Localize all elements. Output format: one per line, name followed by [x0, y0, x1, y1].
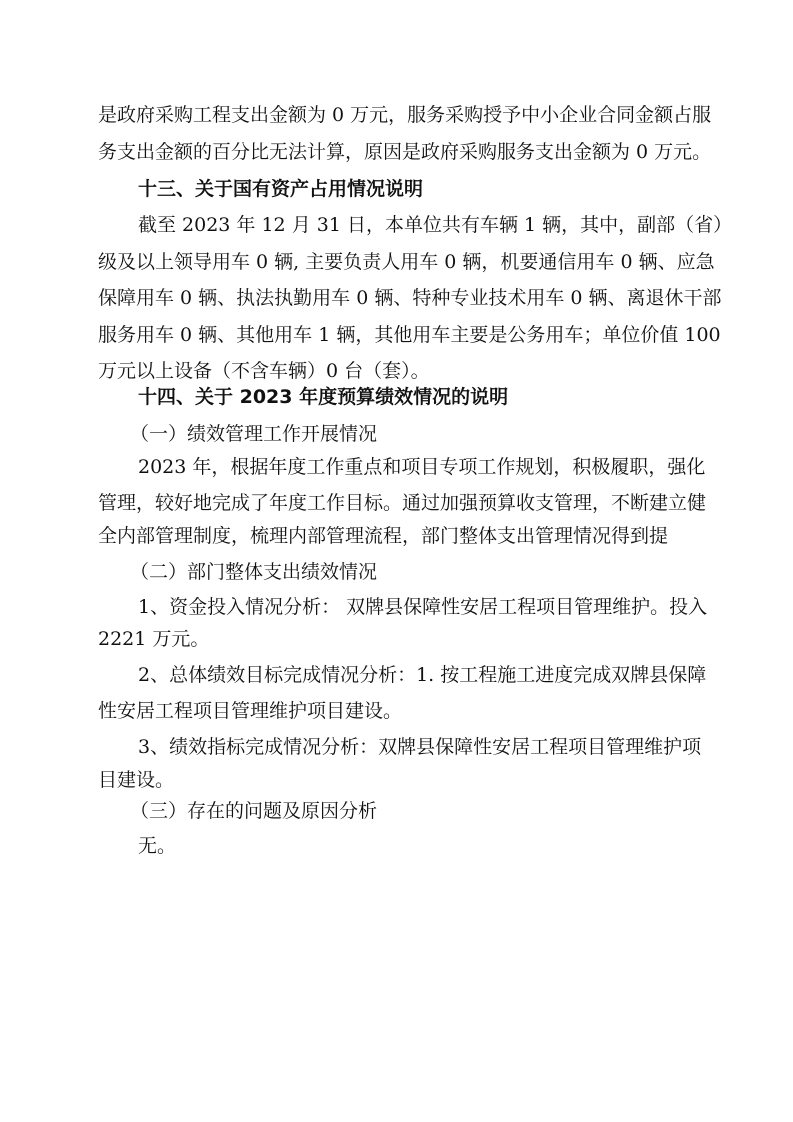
paragraph-line: 万元以上设备（不含车辆）0 台（套）。 [98, 360, 430, 382]
paragraph-line: 2、总体绩效目标完成情况分析：1. 按工程施工进度完成双牌县保障 [138, 664, 707, 686]
paragraph-line: 是政府采购工程支出金额为 0 万元，服务采购授予中小企业合同金额占服 [98, 104, 712, 126]
paragraph-line: 3、绩效指标完成情况分析：双牌县保障性安居工程项目管理维护项 [138, 736, 702, 758]
paragraph-line: 2023 年，根据年度工作重点和项目专项工作规划，积极履职，强化 [138, 456, 706, 478]
paragraph-line: 截至 2023 年 12 月 31 日，本单位共有车辆 1 辆，其中，副部（省） [138, 214, 733, 236]
subheading-1: （一）绩效管理工作开展情况 [130, 423, 378, 445]
paragraph-line: 级及以上领导用车 0 辆, 主要负责人用车 0 辆，机要通信用车 0 辆、应急 [98, 251, 715, 273]
paragraph-line: 管理，较好地完成了年度工作目标。通过加强预算收支管理，不断建立健 [98, 492, 707, 514]
paragraph-line: 保障用车 0 辆、执法执勤用车 0 辆、特种专业技术用车 0 辆、离退休干部 [98, 287, 722, 309]
paragraph-line: 目建设。 [98, 769, 175, 791]
paragraph-line: 性安居工程项目管理维护项目建设。 [98, 700, 403, 722]
section-heading-13: 十三、关于国有资产占用情况说明 [138, 178, 424, 200]
paragraph-line: 务支出金额的百分比无法计算，原因是政府采购服务支出金额为 0 万元。 [98, 141, 712, 163]
paragraph-line: 1、资金投入情况分析： 双牌县保障性安居工程项目管理维护。投入 [138, 596, 708, 618]
paragraph-line: 全内部管理制度，梳理内部管理流程，部门整体支出管理情况得到提 [98, 525, 669, 547]
paragraph-line: 服务用车 0 辆、其他用车 1 辆，其他用车主要是公务用车；单位价值 100 [98, 324, 721, 346]
subheading-2: （二）部门整体支出绩效情况 [130, 561, 378, 583]
paragraph-line: 2221 万元。 [98, 628, 210, 650]
subheading-3: （三）存在的问题及原因分析 [130, 800, 378, 822]
section-heading-14: 十四、关于 2023 年度预算绩效情况的说明 [138, 386, 509, 408]
paragraph-line: 无。 [138, 835, 177, 857]
